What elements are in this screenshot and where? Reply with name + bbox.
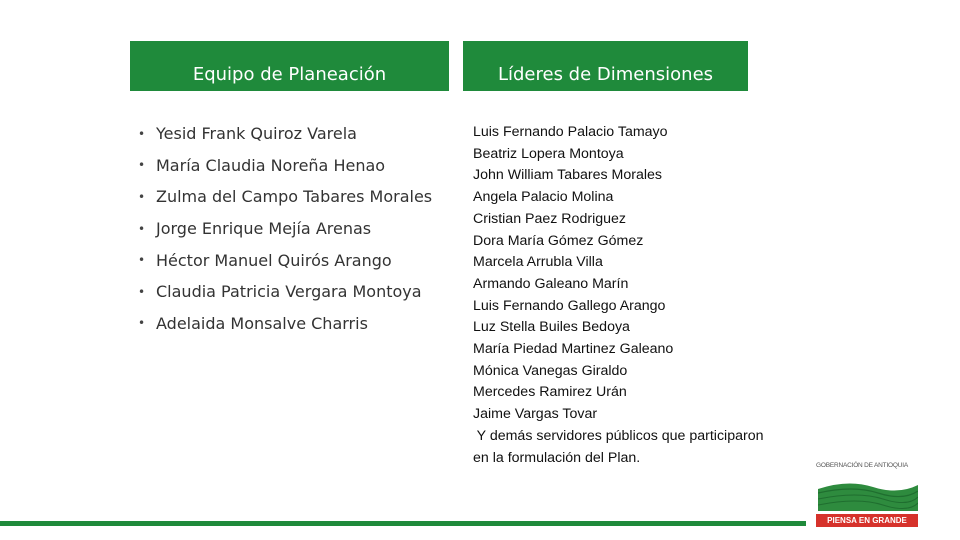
member-name: María Claudia Noreña Henao: [156, 155, 386, 175]
list-item: [138, 213, 432, 245]
bullet-icon: •: [138, 189, 146, 204]
leader-name: María Piedad Martinez Galeano: [473, 341, 674, 358]
leader-name: Marcela Arrubla Villa: [473, 254, 603, 271]
logo-slogan: PIENSA EN GRANDE: [816, 514, 918, 527]
flag-icon: [818, 473, 918, 511]
leader-name: Jaime Vargas Tovar: [473, 406, 598, 423]
bullet-icon: •: [138, 158, 146, 173]
closing-note: Y demás servidores públicos que participaron: [473, 427, 764, 444]
member-name: Zulma del Campo Tabares Morales: [156, 187, 433, 207]
member-name: Jorge Enrique Mejía Arenas: [156, 219, 372, 239]
dimension-leaders-header: [463, 41, 748, 91]
leader-name: John William Tabares Morales: [473, 167, 662, 184]
list-item: [138, 308, 432, 340]
leader-name: Dora María Gómez Gómez: [473, 232, 644, 249]
leader-name: Luis Fernando Palacio Tamayo: [473, 124, 668, 140]
bullet-icon: •: [138, 221, 146, 236]
dimension-leaders-title: Líderes de Dimensiones: [497, 64, 714, 85]
leader-name: Beatriz Lopera Montoya: [473, 145, 624, 162]
planning-team-header: [130, 41, 449, 91]
leader-name: Luis Fernando Gallego Arango: [473, 297, 666, 314]
member-name: Adelaida Monsalve Charris: [156, 313, 368, 333]
bullet-icon: •: [138, 126, 146, 141]
planning-team-title: Equipo de Planeación: [192, 64, 387, 85]
leader-name: Mónica Vanegas Giraldo: [473, 362, 628, 379]
bullet-icon: •: [138, 253, 146, 268]
leader-name: Luz Stella Builes Bedoya: [473, 319, 630, 336]
gobernacion-logo: [812, 458, 920, 530]
planning-team-list: [138, 118, 432, 339]
bottom-divider: [0, 521, 806, 526]
member-name: Yesid Frank Quiroz Varela: [156, 124, 357, 144]
logo-org-name: GOBERNACIÓN DE ANTIOQUIA: [816, 462, 908, 469]
member-name: Héctor Manuel Quirós Arango: [156, 250, 392, 270]
leader-name: Mercedes Ramirez Urán: [473, 384, 627, 401]
list-item: [138, 244, 432, 276]
closing-note: en la formulación del Plan.: [473, 449, 641, 466]
bullet-icon: •: [138, 284, 146, 299]
list-item: [138, 150, 432, 182]
list-item: [138, 181, 432, 213]
dimension-leaders-list: [473, 122, 763, 469]
leader-name: Angela Palacio Molina: [473, 189, 614, 206]
list-item: [138, 118, 432, 150]
list-item: [138, 276, 432, 308]
leader-name: Armando Galeano Marín: [473, 275, 629, 292]
leader-name: Cristian Paez Rodriguez: [473, 210, 626, 227]
bullet-icon: •: [138, 316, 146, 331]
member-name: Claudia Patricia Vergara Montoya: [156, 282, 422, 302]
